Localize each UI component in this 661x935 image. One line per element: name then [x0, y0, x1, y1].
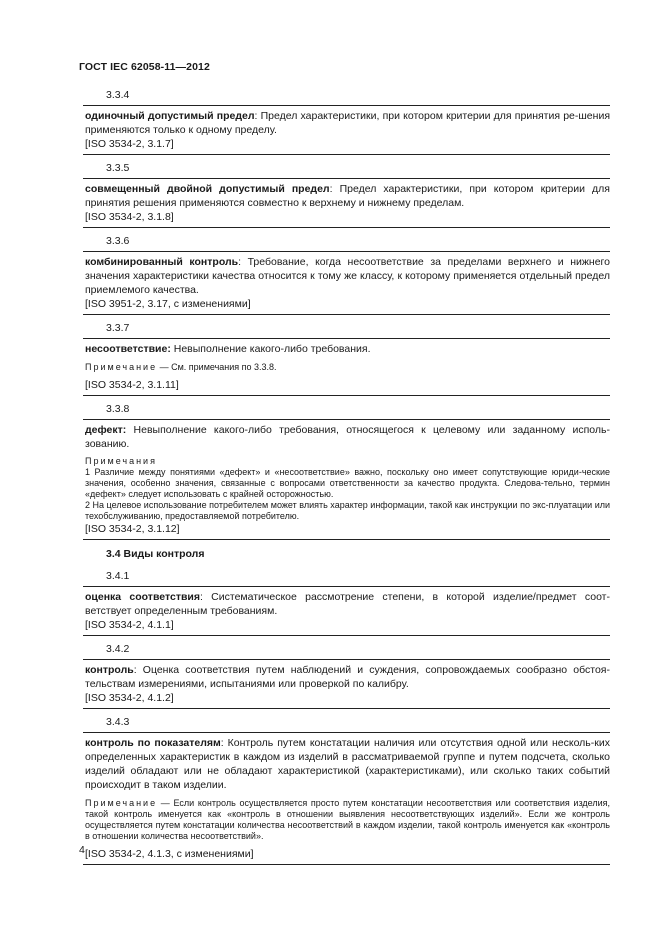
note-1: 1 Различие между понятиями «дефект» и «несоответствие» важно, поскольку оно имеет сопутствующие юриди-ческие значения, особенно значения, связанные с вопросами ответственности за качество продукта. Следова-тельно, термин «дефект» следует использовать с крайней осторожностью.: [85, 467, 610, 499]
term-name: контроль: [85, 664, 134, 676]
term-definition: : Оценка соответствия путем наблюдений и суждения, сопровождаемых сообразно обстоя-тельствам измерениями, испытаниями или проверкой по калибру.: [85, 664, 610, 690]
term-number: 3.3.6: [106, 235, 130, 247]
term-source: [ISO 3951-2, 3.17, с изменениями]: [85, 298, 251, 310]
page-number: 4: [79, 844, 85, 856]
section-heading: 3.4 Виды контроля: [106, 548, 205, 560]
note-text: — Если контроль осуществляется просто путем констатации несоответствия или соответствия изделия, такой контроль именуется как «контроль в отношении выявления несоответствующих изделий». Если же контроль осуществляется путем констатации количества несоответствий в каждом изделии, такой контроль именуется как «контроль в отношении количества несоответствий».: [85, 798, 610, 841]
term-source: [ISO 3534-2, 4.1.2]: [85, 692, 174, 704]
term-name: одиночный допустимый предел: [85, 110, 255, 122]
term-entry: [83, 586, 610, 636]
note-text: — См. примечания по 3.3.8.: [157, 362, 277, 372]
term-note: [85, 362, 610, 373]
page-header: ГОСТ IEC 62058-11—2012: [79, 61, 210, 73]
term-number: 3.3.7: [106, 322, 130, 334]
term-definition: : Контроль путем констатации наличия или отсутствия одной или несколь-ких определенных характеристик в каждом из изделий в рассматриваемой группе и путем подсчета, сколько изделий обладают или не обладают характеристикой (характеристиками), или сколько таких событий происходит в таком изделии.: [85, 737, 610, 791]
term-number: 3.4.2: [106, 643, 130, 655]
term-source: [ISO 3534-2, 3.1.8]: [85, 211, 174, 223]
term-entry: [83, 105, 610, 155]
term-name: оценка соответствия: [85, 591, 200, 603]
term-number: 3.4.1: [106, 570, 130, 582]
term-name: совмещенный двойной допустимый предел: [85, 183, 330, 195]
term-entry: [83, 251, 610, 315]
term-definition: : Требование, когда несоответствие за пределами верхнего и нижнего значения характеристики качества относится к тому же классу, к которому применяется отдельный предел приемлемого качества.: [85, 256, 610, 296]
note-label: Примечание: [85, 362, 158, 372]
term-source: [ISO 3534-2, 4.1.3, с изменениями]: [85, 848, 254, 860]
term-name: дефект:: [85, 424, 127, 436]
term-definition: Невыполнение какого-либо требования, относящегося к целевому или заданному исполь-зованию.: [85, 424, 610, 450]
term-number: 3.4.3: [106, 716, 130, 728]
term-source: [ISO 3534-2, 3.1.12]: [85, 523, 180, 535]
note-label: Примечание: [85, 798, 158, 808]
term-number: 3.3.8: [106, 403, 130, 415]
document-body: [83, 89, 610, 872]
term-entry: [83, 419, 610, 540]
term-name: несоответствие:: [85, 343, 171, 355]
term-definition: : Предел характеристики, при котором критерии для принятия ре-шения применяются только к одному пределу.: [85, 110, 610, 136]
term-source: [ISO 3534-2, 3.1.11]: [85, 379, 179, 391]
term-definition: : Предел характеристики, при котором критерии для принятия решения применяются совместно к верхнему и нижнему пределам.: [85, 183, 610, 209]
term-definition: Невыполнение какого-либо требования.: [170, 343, 371, 355]
term-entry: [83, 338, 610, 396]
term-name: комбинированный контроль: [85, 256, 239, 268]
term-entry: [83, 178, 610, 228]
term-entry: [83, 659, 610, 709]
note-2: 2 На целевое использование потребителем может влиять характер информации, такой как инструкции по экс-плуатации или техобслуживанию, предоставляемой потребителю.: [85, 500, 610, 521]
term-entry: [83, 732, 610, 865]
term-number: 3.3.5: [106, 162, 130, 174]
term-name: контроль по показателям: [85, 737, 221, 749]
term-source: [ISO 3534-2, 4.1.1]: [85, 619, 174, 631]
term-source: [ISO 3534-2, 3.1.7]: [85, 138, 174, 150]
term-definition: : Систематическое рассмотрение степени, в которой изделие/предмет соот-ветствует определенным требованиям.: [85, 591, 610, 617]
term-note: [85, 798, 610, 842]
notes-title: Примечания: [85, 456, 157, 466]
term-number: 3.3.4: [106, 89, 130, 101]
